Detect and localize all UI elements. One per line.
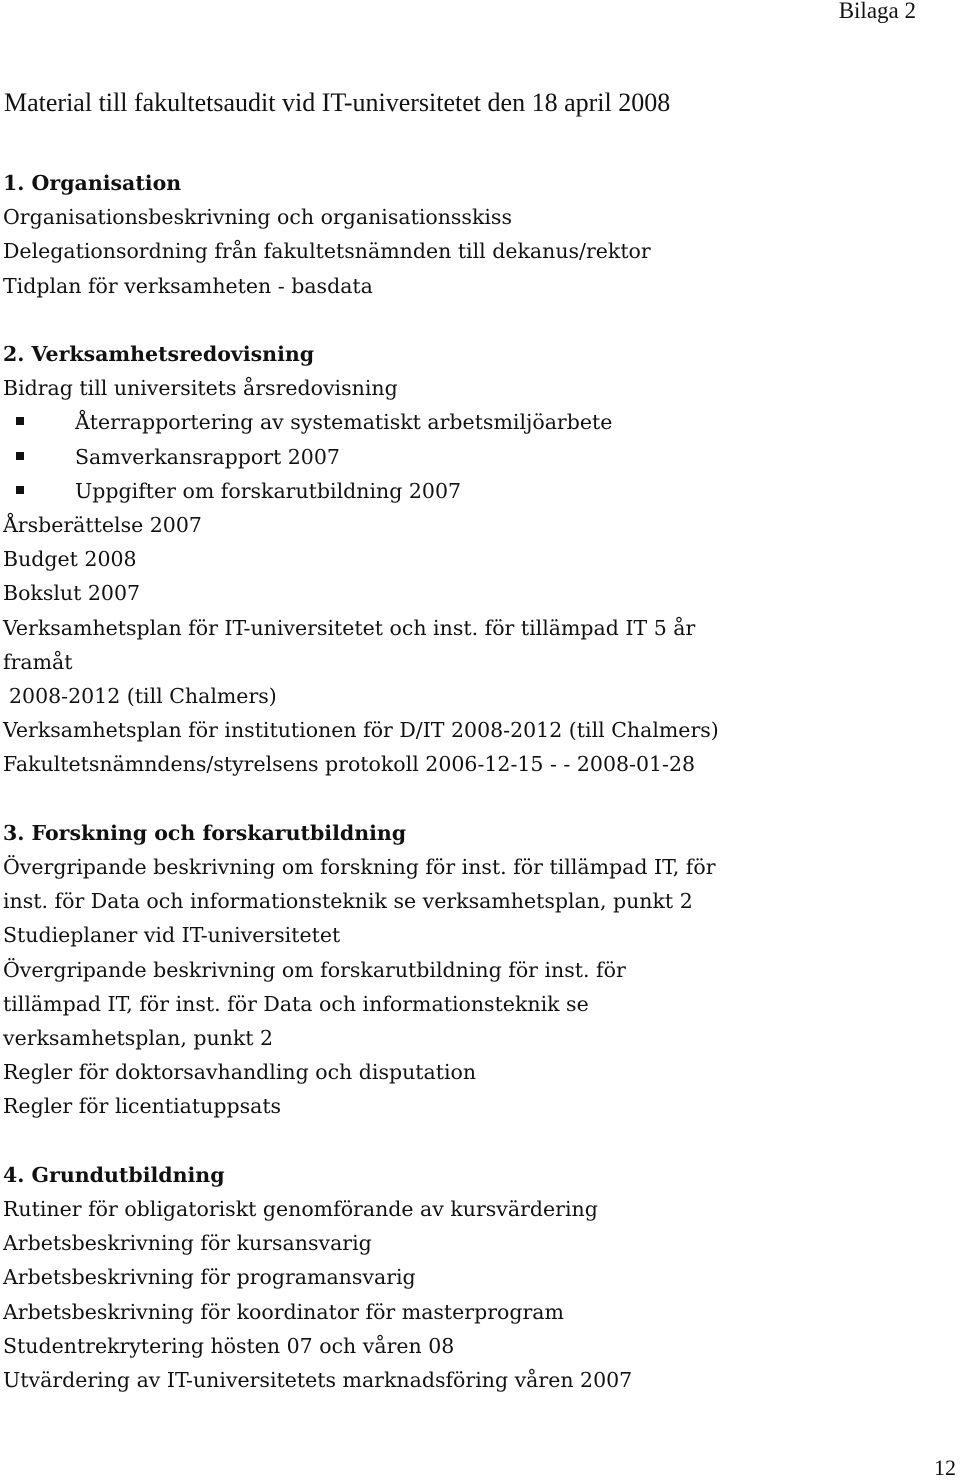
list-item: inst. för Data och informationsteknik se verksamhetsplan, punkt 2 — [3, 889, 693, 914]
square-bullet-icon — [16, 452, 24, 460]
list-item: Arbetsbeskrivning för kursansvarig — [3, 1231, 372, 1256]
list-item: Studentrekrytering hösten 07 och våren 08 — [3, 1333, 455, 1358]
section-heading: 3. Forskning och forskarutbildning — [3, 820, 407, 845]
square-bullet-icon — [16, 486, 24, 494]
bullet-text: Uppgifter om forskarutbildning 2007 — [75, 478, 462, 503]
list-item: Verksamhetsplan för IT-universitetet och inst. för tillämpad IT 5 år — [3, 615, 696, 640]
appendix-label: Bilaga 2 — [838, 0, 916, 23]
list-item: Bokslut 2007 — [3, 581, 141, 606]
list-item: 2008-2012 (till Chalmers) — [9, 684, 277, 709]
section-heading: 2. Verksamhetsredovisning — [3, 342, 315, 366]
list-item: Budget 2008 — [3, 547, 137, 572]
document-body — [3, 166, 903, 1397]
list-item: Arbetsbeskrivning för programansvarig — [3, 1265, 416, 1290]
list-item: Rutiner för obligatoriskt genomförande av kursvärdering — [3, 1197, 598, 1222]
list-item: Regler för doktorsavhandling och disputation — [3, 1060, 477, 1085]
bullet-item — [3, 405, 903, 439]
list-item: Tidplan för verksamheten - basdata — [3, 273, 373, 298]
section-forskning — [3, 816, 903, 1124]
list-item: Övergripande beskrivning om forskning för inst. för tillämpad IT, för — [3, 855, 716, 880]
list-item: Bidrag till universitets årsredovisning — [3, 376, 398, 401]
list-item: Övergripande beskrivning om forskarutbildning för inst. för — [3, 957, 626, 982]
section-grundutbildning — [3, 1158, 903, 1397]
section-heading: 1. Organisation — [3, 171, 182, 195]
list-item: Arbetsbeskrivning för koordinator för masterprogram — [3, 1299, 564, 1324]
list-item: verksamhetsplan, punkt 2 — [3, 1026, 274, 1051]
section-verksamhetsredovisning — [3, 337, 903, 782]
page-number: 12 — [934, 1455, 956, 1480]
section-organisation — [3, 166, 903, 303]
bullet-item — [3, 474, 903, 508]
list-item: Delegationsordning från fakultetsnämnden till dekanus/rektor — [3, 239, 651, 264]
bullet-text: Återrapportering av systematiskt arbetsmiljöarbete — [75, 410, 613, 435]
bullet-text: Samverkansrapport 2007 — [75, 444, 340, 469]
document-title: Material till fakultetsaudit vid IT-universitetet den 18 april 2008 — [4, 88, 671, 117]
list-item: Organisationsbeskrivning och organisationsskiss — [3, 205, 512, 230]
list-item: Studieplaner vid IT-universitetet — [3, 923, 341, 948]
list-item: Verksamhetsplan för institutionen för D/IT 2008-2012 (till Chalmers) — [3, 718, 719, 743]
square-bullet-icon — [16, 417, 24, 425]
bullet-item — [3, 440, 903, 474]
list-item: Utvärdering av IT-universitetets marknadsföring våren 2007 — [3, 1368, 633, 1393]
list-item: framåt — [3, 649, 73, 674]
list-item: Regler för licentiatuppsats — [3, 1094, 282, 1119]
list-item: tillämpad IT, för inst. för Data och informationsteknik se — [3, 991, 589, 1016]
section-heading: 4. Grundutbildning — [3, 1162, 225, 1187]
list-item: Fakultetsnämndens/styrelsens protokoll 2006-12-15 - - 2008-01-28 — [3, 752, 696, 777]
list-item: Årsberättelse 2007 — [3, 513, 202, 538]
